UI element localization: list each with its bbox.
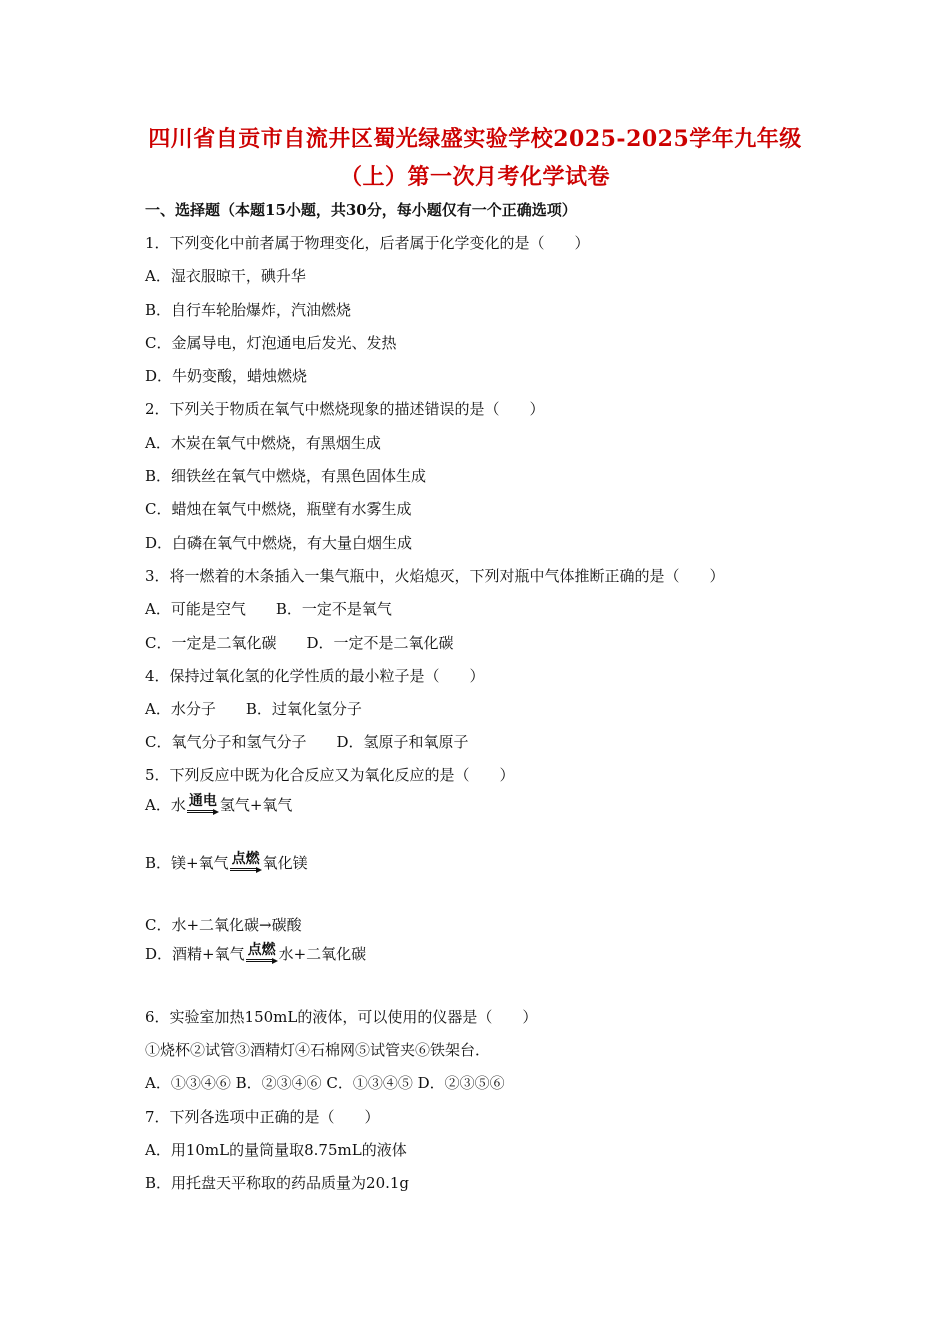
question-5-option-a [145, 794, 292, 815]
section-heading: 一、选择题（本题15小题，共30分，每小题仅有一个正确选项） [145, 201, 577, 219]
question-7-option-b: B．用托盘天平称取的药品质量为20.1g [145, 1174, 410, 1192]
question-2-option-d: D．白磷在氧气中燃烧，有大量白烟生成 [145, 534, 413, 552]
question-2-option-b: B．细铁丝在氧气中燃烧，有黑色固体生成 [145, 467, 427, 485]
question-3-stem: 3．将一燃着的木条插入一集气瓶中，火焰熄灭，下列对瓶中气体推断正确的是（ ） [145, 567, 725, 585]
exam-title-line1: 四川省自贡市自流井区蜀光绿盛实验学校2025-2025学年九年级 [148, 126, 802, 152]
question-7-option-a: A．用10mL的量筒量取8.75mL的液体 [145, 1141, 407, 1159]
exam-title-line2: （上）第一次月考化学试卷 [339, 164, 610, 190]
option-b-suffix: 氧化镁 [262, 854, 308, 872]
question-2-option-a: A．木炭在氧气中燃烧，有黑烟生成 [145, 434, 381, 452]
reaction-arrow [187, 794, 219, 815]
reaction-arrow [246, 943, 278, 964]
reaction-arrow [230, 852, 262, 873]
question-1-option-d: D．牛奶变酸，蜡烛燃烧 [145, 367, 308, 385]
question-3-options-cd: C．一定是二氧化碳 D．一定不是二氧化碳 [145, 634, 454, 652]
question-7-stem: 7．下列各选项中正确的是（ ） [145, 1108, 380, 1126]
question-2-stem: 2．下列关于物质在氧气中燃烧现象的描述错误的是（ ） [145, 400, 545, 418]
question-4-options-cd: C．氧气分子和氢气分子 D．氢原子和氧原子 [145, 733, 469, 751]
option-a-suffix: 氢气+氧气 [219, 796, 293, 814]
reaction-condition: 点燃 [247, 942, 276, 958]
option-a-prefix: A．水 [145, 796, 186, 814]
question-1-stem: 1．下列变化中前者属于物理变化，后者属于化学变化的是（ ） [145, 234, 590, 252]
question-5-option-b [145, 852, 308, 873]
question-5-option-c: C．水+二氧化碳→碳酸 [145, 916, 302, 934]
arrow-icon [187, 809, 219, 815]
question-4-stem: 4．保持过氧化氢的化学性质的最小粒子是（ ） [145, 667, 485, 685]
question-2-option-c: C．蜡烛在氧气中燃烧，瓶壁有水雾生成 [145, 500, 412, 518]
arrow-icon [230, 867, 262, 873]
question-6-items: ①烧杯②试管③酒精灯④石棉网⑤试管夹⑥铁架台． [145, 1041, 491, 1059]
question-3-options-ab: A．可能是空气 B．一定不是氧气 [145, 600, 392, 618]
question-5-stem: 5．下列反应中既为化合反应又为氧化反应的是（ ） [145, 766, 515, 784]
question-1-option-b: B．自行车轮胎爆炸，汽油燃烧 [145, 301, 352, 319]
question-1-option-a: A．湿衣服晾干，碘升华 [145, 267, 306, 285]
question-6-stem: 6．实验室加热150mL的液体，可以使用的仪器是（ ） [145, 1008, 538, 1026]
reaction-condition: 点燃 [231, 851, 260, 867]
option-d-prefix: D．酒精+氧气 [145, 945, 245, 963]
question-6-options: A．①③④⑥ B．②③④⑥ C．①③④⑤ D．②③⑤⑥ [145, 1074, 505, 1092]
option-d-suffix: 水+二氧化碳 [278, 945, 367, 963]
arrow-icon [246, 958, 278, 964]
question-4-options-ab: A．水分子 B．过氧化氢分子 [145, 700, 362, 718]
option-b-prefix: B．镁+氧气 [145, 854, 229, 872]
reaction-condition: 通电 [188, 793, 217, 809]
question-1-option-c: C．金属导电，灯泡通电后发光、发热 [145, 334, 397, 352]
question-5-option-d [145, 943, 366, 964]
